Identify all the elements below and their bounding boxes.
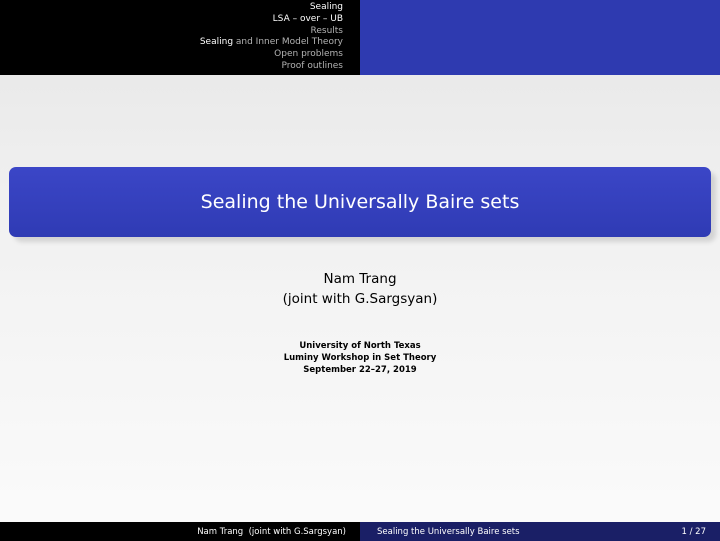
footer-title: [360, 522, 610, 541]
footer-page-number: [610, 522, 720, 541]
footer-page-text: 1 / 27: [681, 526, 706, 537]
subsection-navigation: [360, 0, 720, 75]
institute-university: University of North Texas: [299, 341, 421, 351]
nav-section-open-problems[interactable]: Open problems: [274, 49, 343, 60]
footline: [0, 522, 720, 541]
title-block: [9, 167, 711, 237]
footer-author-text: Nam Trang (joint with G.Sargsyan): [197, 526, 346, 537]
nav-section-results[interactable]: Results: [310, 25, 343, 36]
author-name: Nam Trang: [323, 271, 397, 287]
footer-title-text: Sealing the Universally Baire sets: [377, 526, 520, 537]
institute-date: September 22–27, 2019: [303, 365, 417, 375]
section-navigation: [0, 0, 360, 75]
author-collaborator: (joint with G.Sargsyan): [282, 291, 438, 307]
institute-workshop: Luminy Workshop in Set Theory: [283, 353, 437, 363]
headline-bar: [0, 0, 720, 75]
nav-section-lsa-over-ub[interactable]: LSA – over – UB: [272, 13, 343, 24]
footer-author: [0, 522, 360, 541]
nav-section-rest: and Inner Model Theory: [233, 37, 343, 48]
nav-section-proof-outlines[interactable]: Proof outlines: [281, 60, 343, 71]
presentation-title: Sealing the Universally Baire sets: [200, 191, 520, 213]
nav-section-sealing[interactable]: Sealing: [309, 2, 343, 12]
nav-section-sealing-inner-model[interactable]: [200, 37, 343, 49]
nav-section-highlight: Sealing: [199, 37, 234, 48]
